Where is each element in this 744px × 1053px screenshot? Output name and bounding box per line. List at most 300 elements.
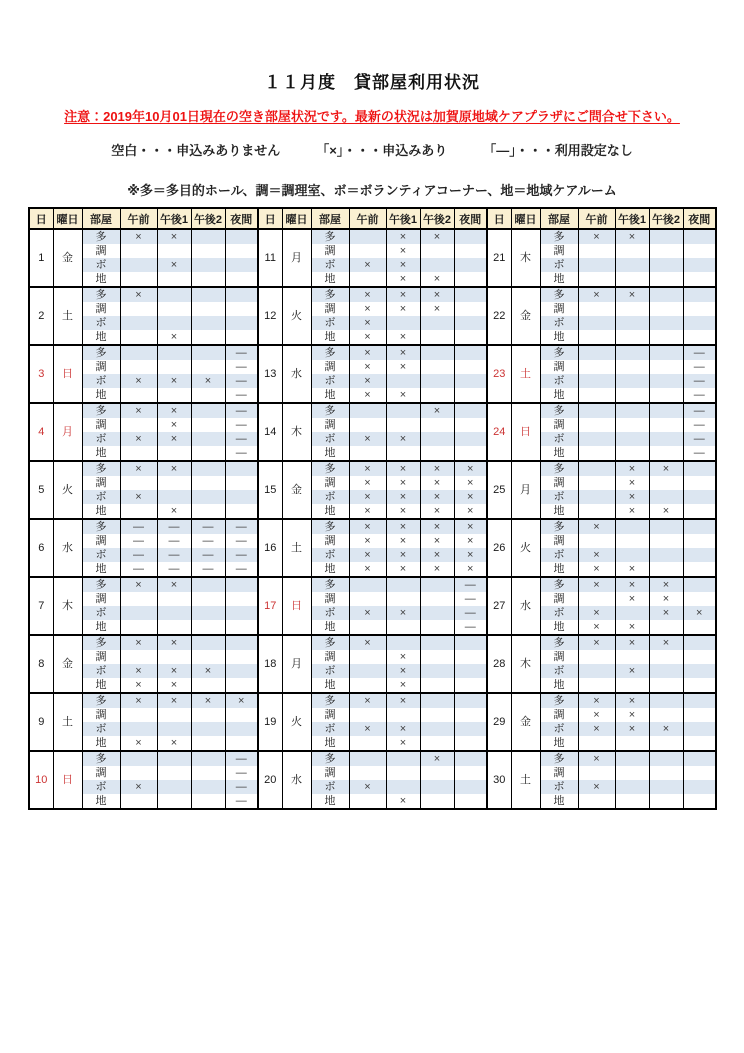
empty-slot [191, 229, 225, 244]
empty-slot [578, 258, 615, 272]
empty-slot [649, 432, 683, 446]
room-label: ボ [311, 316, 349, 330]
empty-slot [578, 432, 615, 446]
empty-slot [649, 548, 683, 562]
column-header-am: 午前 [120, 208, 157, 229]
empty-slot [649, 562, 683, 577]
empty-slot [349, 736, 386, 751]
applied-mark: × [120, 664, 157, 678]
room-label: 多 [82, 461, 120, 476]
applied-mark: × [578, 708, 615, 722]
column-header-night: 夜間 [683, 208, 716, 229]
no-setting-mark: ― [157, 519, 191, 534]
weekday: 金 [53, 635, 82, 693]
applied-mark: × [157, 403, 191, 418]
applied-mark: × [120, 374, 157, 388]
applied-mark: × [454, 490, 487, 504]
empty-slot [191, 620, 225, 635]
day-number: 20 [258, 751, 282, 809]
empty-slot [578, 244, 615, 258]
column-header-weekday: 曜日 [511, 208, 540, 229]
empty-slot [578, 446, 615, 461]
empty-slot [683, 664, 716, 678]
empty-slot [191, 504, 225, 519]
empty-slot [225, 664, 258, 678]
room-label: 多 [540, 635, 578, 650]
empty-slot [615, 446, 649, 461]
weekday: 日 [282, 577, 311, 635]
legend-item: 空白・・・申込みありません [111, 143, 281, 158]
applied-mark: × [349, 374, 386, 388]
applied-mark: × [386, 606, 420, 620]
empty-slot [420, 345, 454, 360]
empty-slot [191, 418, 225, 432]
empty-slot [349, 244, 386, 258]
empty-slot [225, 504, 258, 519]
applied-mark: × [683, 606, 716, 620]
room-label: 調 [311, 302, 349, 316]
room-label: ボ [540, 664, 578, 678]
applied-mark: × [386, 693, 420, 708]
room-label: ボ [82, 548, 120, 562]
room-label: 多 [311, 751, 349, 766]
no-setting-mark: ― [225, 751, 258, 766]
table-row [29, 751, 716, 766]
applied-mark: × [349, 562, 386, 577]
column-header-am: 午前 [578, 208, 615, 229]
weekday: 日 [511, 403, 540, 461]
room-label: 調 [540, 360, 578, 374]
empty-slot [615, 794, 649, 809]
room-label: 多 [311, 403, 349, 418]
table-row [29, 432, 716, 446]
applied-mark: × [386, 504, 420, 519]
room-label: 調 [82, 360, 120, 374]
column-header-room: 部屋 [540, 208, 578, 229]
empty-slot [649, 229, 683, 244]
empty-slot [225, 287, 258, 302]
empty-slot [349, 272, 386, 287]
empty-slot [578, 504, 615, 519]
empty-slot [454, 287, 487, 302]
empty-slot [420, 316, 454, 330]
day-number: 6 [29, 519, 53, 577]
empty-slot [191, 287, 225, 302]
empty-slot [649, 736, 683, 751]
empty-slot [349, 664, 386, 678]
applied-mark: × [349, 330, 386, 345]
empty-slot [157, 708, 191, 722]
applied-mark: × [615, 229, 649, 244]
applied-mark: × [615, 476, 649, 490]
empty-slot [191, 345, 225, 360]
empty-slot [420, 635, 454, 650]
applied-mark: × [420, 548, 454, 562]
day-number: 24 [487, 403, 511, 461]
weekday: 土 [53, 693, 82, 751]
table-row [29, 519, 716, 534]
empty-slot [225, 258, 258, 272]
room-label: 地 [540, 504, 578, 519]
empty-slot [349, 446, 386, 461]
room-label: 多 [311, 519, 349, 534]
empty-slot [191, 446, 225, 461]
applied-mark: × [386, 258, 420, 272]
room-label: 地 [311, 272, 349, 287]
applied-mark: × [386, 360, 420, 374]
empty-slot [157, 360, 191, 374]
empty-slot [349, 592, 386, 606]
empty-slot [615, 272, 649, 287]
empty-slot [615, 374, 649, 388]
day-number: 21 [487, 229, 511, 287]
table-row [29, 794, 716, 809]
no-setting-mark: ― [157, 548, 191, 562]
applied-mark: × [454, 504, 487, 519]
room-label: 調 [311, 418, 349, 432]
applied-mark: × [615, 635, 649, 650]
empty-slot [157, 620, 191, 635]
empty-slot [578, 664, 615, 678]
room-label: ボ [82, 316, 120, 330]
day-number: 25 [487, 461, 511, 519]
applied-mark: × [157, 432, 191, 446]
empty-slot [454, 794, 487, 809]
empty-slot [191, 592, 225, 606]
room-label: 地 [82, 736, 120, 751]
applied-mark: × [349, 504, 386, 519]
room-label: 多 [311, 635, 349, 650]
empty-slot [683, 736, 716, 751]
room-label: 地 [311, 330, 349, 345]
room-label: ボ [82, 258, 120, 272]
room-label: ボ [82, 606, 120, 620]
empty-slot [420, 794, 454, 809]
column-header-day: 日 [29, 208, 53, 229]
empty-slot [157, 388, 191, 403]
empty-slot [683, 316, 716, 330]
empty-slot [615, 678, 649, 693]
weekday: 月 [282, 229, 311, 287]
empty-slot [349, 620, 386, 635]
room-label: ボ [311, 606, 349, 620]
empty-slot [191, 360, 225, 374]
no-setting-mark: ― [683, 432, 716, 446]
applied-mark: × [420, 476, 454, 490]
empty-slot [225, 606, 258, 620]
applied-mark: × [386, 287, 420, 302]
room-label: 地 [311, 678, 349, 693]
applied-mark: × [578, 722, 615, 736]
applied-mark: × [420, 461, 454, 476]
day-number: 1 [29, 229, 53, 287]
applied-mark: × [386, 476, 420, 490]
weekday: 水 [53, 519, 82, 577]
table-row [29, 736, 716, 751]
empty-slot [649, 693, 683, 708]
empty-slot [615, 345, 649, 360]
room-label: 調 [540, 302, 578, 316]
column-header-room: 部屋 [82, 208, 120, 229]
empty-slot [454, 708, 487, 722]
empty-slot [420, 592, 454, 606]
room-label: 調 [311, 708, 349, 722]
applied-mark: × [386, 388, 420, 403]
applied-mark: × [454, 534, 487, 548]
empty-slot [683, 722, 716, 736]
empty-slot [683, 693, 716, 708]
empty-slot [386, 780, 420, 794]
empty-slot [578, 766, 615, 780]
empty-slot [683, 229, 716, 244]
empty-slot [578, 418, 615, 432]
no-setting-mark: ― [225, 446, 258, 461]
applied-mark: × [649, 606, 683, 620]
empty-slot [649, 418, 683, 432]
room-label: 地 [540, 736, 578, 751]
table-row [29, 620, 716, 635]
empty-slot [454, 766, 487, 780]
no-setting-mark: ― [225, 780, 258, 794]
weekday: 水 [511, 577, 540, 635]
empty-slot [191, 722, 225, 736]
weekday: 火 [282, 287, 311, 345]
table-row [29, 287, 716, 302]
empty-slot [683, 780, 716, 794]
column-header-night: 夜間 [454, 208, 487, 229]
room-label: 調 [540, 418, 578, 432]
empty-slot [578, 345, 615, 360]
table-row [29, 490, 716, 504]
weekday: 火 [511, 519, 540, 577]
empty-slot [191, 606, 225, 620]
room-label: ボ [311, 432, 349, 446]
empty-slot [683, 330, 716, 345]
applied-mark: × [157, 258, 191, 272]
column-header-day: 日 [487, 208, 511, 229]
room-label: 調 [82, 766, 120, 780]
empty-slot [225, 490, 258, 504]
applied-mark: × [349, 432, 386, 446]
empty-slot [683, 490, 716, 504]
empty-slot [649, 360, 683, 374]
room-label: 調 [82, 534, 120, 548]
empty-slot [615, 650, 649, 664]
room-label: 地 [311, 446, 349, 461]
applied-mark: × [386, 330, 420, 345]
applied-mark: × [157, 736, 191, 751]
empty-slot [615, 534, 649, 548]
room-label: 調 [82, 302, 120, 316]
empty-slot [420, 374, 454, 388]
applied-mark: × [615, 620, 649, 635]
empty-slot [157, 302, 191, 316]
room-label: ボ [82, 374, 120, 388]
applied-mark: × [615, 708, 649, 722]
applied-mark: × [615, 592, 649, 606]
room-label: 多 [311, 345, 349, 360]
empty-slot [454, 432, 487, 446]
empty-slot [191, 708, 225, 722]
applied-mark: × [386, 548, 420, 562]
empty-slot [191, 403, 225, 418]
applied-mark: × [349, 780, 386, 794]
room-label: ボ [82, 722, 120, 736]
room-label: 多 [540, 229, 578, 244]
room-label: ボ [540, 258, 578, 272]
applied-mark: × [615, 490, 649, 504]
weekday: 水 [282, 751, 311, 809]
applied-mark: × [157, 693, 191, 708]
empty-slot [157, 446, 191, 461]
column-header-day: 日 [258, 208, 282, 229]
room-label: 調 [82, 418, 120, 432]
empty-slot [225, 736, 258, 751]
empty-slot [120, 606, 157, 620]
empty-slot [454, 664, 487, 678]
empty-slot [649, 446, 683, 461]
no-setting-mark: ― [120, 562, 157, 577]
empty-slot [349, 418, 386, 432]
empty-slot [386, 316, 420, 330]
day-number: 16 [258, 519, 282, 577]
weekday: 土 [282, 519, 311, 577]
empty-slot [578, 794, 615, 809]
legend-item: 「×」・・・申込みあり [316, 143, 448, 158]
empty-slot [420, 664, 454, 678]
no-setting-mark: ― [225, 403, 258, 418]
day-number: 2 [29, 287, 53, 345]
room-label: ボ [540, 780, 578, 794]
column-header-weekday: 曜日 [53, 208, 82, 229]
empty-slot [578, 388, 615, 403]
empty-slot [225, 592, 258, 606]
empty-slot [349, 708, 386, 722]
empty-slot [386, 374, 420, 388]
empty-slot [420, 708, 454, 722]
empty-slot [120, 504, 157, 519]
day-number: 13 [258, 345, 282, 403]
table-row [29, 302, 716, 316]
empty-slot [120, 302, 157, 316]
applied-mark: × [349, 722, 386, 736]
table-row [29, 635, 716, 650]
room-label: 地 [82, 562, 120, 577]
empty-slot [649, 708, 683, 722]
applied-mark: × [157, 678, 191, 693]
empty-slot [191, 766, 225, 780]
no-setting-mark: ― [225, 794, 258, 809]
empty-slot [649, 678, 683, 693]
weekday: 月 [53, 403, 82, 461]
applied-mark: × [649, 722, 683, 736]
empty-slot [420, 418, 454, 432]
applied-mark: × [420, 229, 454, 244]
room-label: ボ [82, 490, 120, 504]
no-setting-mark: ― [225, 519, 258, 534]
no-setting-mark: ― [157, 534, 191, 548]
room-label: 地 [82, 388, 120, 403]
no-setting-mark: ― [191, 548, 225, 562]
applied-mark: × [157, 374, 191, 388]
applied-mark: × [578, 693, 615, 708]
empty-slot [578, 360, 615, 374]
table-row [29, 722, 716, 736]
room-label: 調 [540, 244, 578, 258]
column-header-pm2: 午後2 [420, 208, 454, 229]
empty-slot [683, 476, 716, 490]
room-label: ボ [311, 780, 349, 794]
empty-slot [349, 678, 386, 693]
applied-mark: × [578, 751, 615, 766]
room-label: 調 [540, 708, 578, 722]
no-setting-mark: ― [454, 606, 487, 620]
table-row [29, 461, 716, 476]
empty-slot [615, 736, 649, 751]
table-row [29, 345, 716, 360]
table-row [29, 504, 716, 519]
empty-slot [191, 432, 225, 446]
applied-mark: × [157, 635, 191, 650]
column-header-pm1: 午後1 [157, 208, 191, 229]
no-setting-mark: ― [683, 418, 716, 432]
empty-slot [683, 650, 716, 664]
empty-slot [683, 708, 716, 722]
empty-slot [454, 678, 487, 693]
room-label: 調 [311, 534, 349, 548]
empty-slot [386, 577, 420, 592]
empty-slot [157, 650, 191, 664]
empty-slot [420, 577, 454, 592]
empty-slot [454, 330, 487, 345]
empty-slot [454, 780, 487, 794]
empty-slot [578, 403, 615, 418]
empty-slot [615, 302, 649, 316]
empty-slot [157, 345, 191, 360]
table-row [29, 316, 716, 330]
applied-mark: × [615, 664, 649, 678]
empty-slot [349, 650, 386, 664]
empty-slot [120, 330, 157, 345]
empty-slot [120, 794, 157, 809]
empty-slot [349, 766, 386, 780]
no-setting-mark: ― [683, 374, 716, 388]
weekday: 月 [511, 461, 540, 519]
no-setting-mark: ― [225, 345, 258, 360]
applied-mark: × [454, 476, 487, 490]
room-label: 地 [311, 620, 349, 635]
applied-mark: × [157, 577, 191, 592]
empty-slot [420, 360, 454, 374]
applied-mark: × [225, 693, 258, 708]
empty-slot [225, 476, 258, 490]
no-setting-mark: ― [454, 592, 487, 606]
empty-slot [578, 302, 615, 316]
room-label: ボ [311, 374, 349, 388]
column-header-pm1: 午後1 [615, 208, 649, 229]
empty-slot [454, 374, 487, 388]
applied-mark: × [578, 548, 615, 562]
column-header-pm2: 午後2 [191, 208, 225, 229]
empty-slot [615, 360, 649, 374]
empty-slot [578, 534, 615, 548]
empty-slot [420, 606, 454, 620]
applied-mark: × [349, 316, 386, 330]
empty-slot [578, 650, 615, 664]
empty-slot [683, 287, 716, 302]
room-label: ボ [540, 490, 578, 504]
empty-slot [649, 272, 683, 287]
